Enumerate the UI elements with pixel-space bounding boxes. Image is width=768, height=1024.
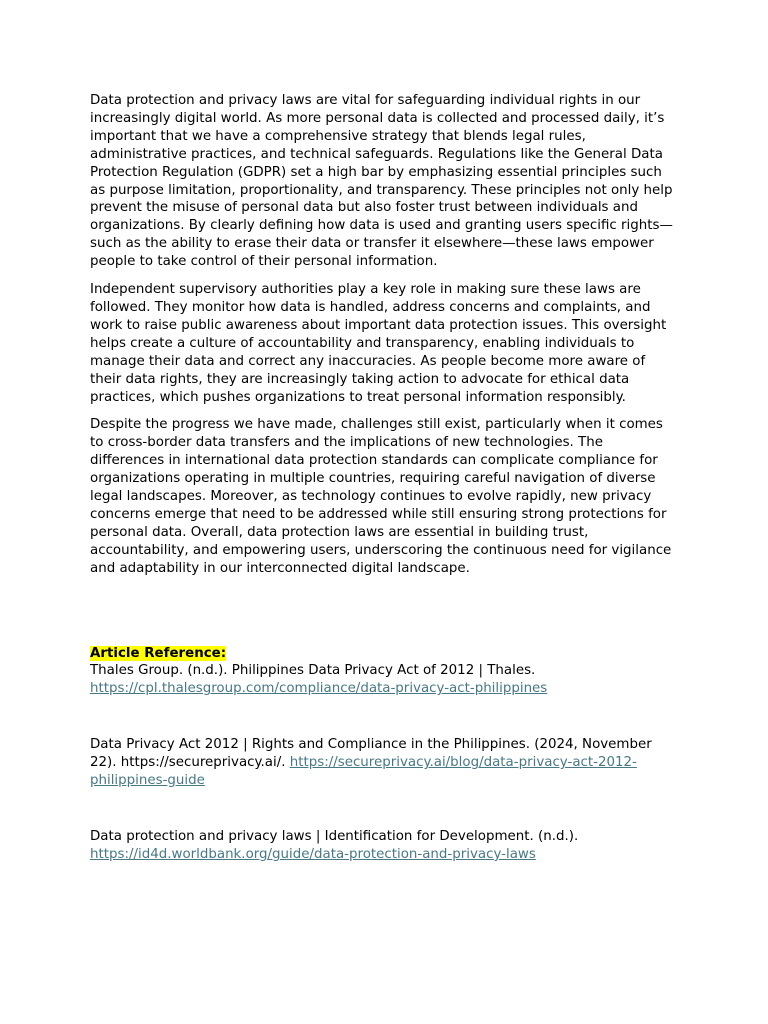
- body-paragraph-1: Data protection and privacy laws are vital for safeguarding individual rights in our increasingly digital world. As more personal data is collected and processed daily, it’s important that we have a comprehensive strategy that blends legal rules, administrative practices, and technical safeguards. Regulations like the General Data Protection Regulation (GDPR) set a high bar by emphasizing essential principles such as purpose limitation, proportionality, and transparency. These principles not only help prevent the misuse of personal data but also foster trust between individuals and organizations. By clearly defining how data is used and granting users specific rights—such as the ability to erase their data or transfer it elsewhere—these laws empower people to take control of their personal information.: [90, 93, 673, 270]
- body-paragraph-2: Independent supervisory authorities play a key role in making sure these laws are followed. They monitor how data is handled, address concerns and complaints, and work to raise public awareness about important data protection issues. This oversight helps create a culture of accountability and transparency, enabling individuals to manage their data and correct any inaccuracies. As people become more aware of their data rights, they are increasingly taking action to advocate for ethical data practices, which pushes organizations to treat personal information responsibly.: [90, 282, 667, 405]
- reference-item-3: [90, 828, 680, 864]
- reference-link-2[interactable]: https://secureprivacy.ai/blog/data-privacy-act-2012-philippines-guide: [90, 755, 637, 789]
- reference-link-3[interactable]: https://id4d.worldbank.org/guide/data-protection-and-privacy-laws: [90, 846, 536, 862]
- reference-citation-1: Thales Group. (n.d.). Philippines Data Privacy Act of 2012 | Thales.: [90, 663, 536, 679]
- reference-spacer: [90, 790, 680, 828]
- body-paragraph-3: Despite the progress we have made, challenges still exist, particularly when it comes to cross-border data transfers and the implications of new technologies. The differences in international data protection standards can complicate compliance for organizations operating in multiple countries, requiring careful navigation of diverse legal landscapes. Moreover, as technology continues to evolve rapidly, new privacy concerns emerge that need to be addressed while still ensuring strong protections for personal data. Overall, data protection laws are essential in building trust, accountability, and empowering users, underscoring the continuous need for vigilance and adaptability in our interconnected digital landscape.: [90, 417, 672, 576]
- reference-citation-3: Data protection and privacy laws | Identification for Development. (n.d.).: [90, 829, 579, 844]
- reference-link-1[interactable]: https://cpl.thalesgroup.com/compliance/data-privacy-act-philippines: [90, 681, 548, 697]
- reference-citation-2: Data Privacy Act 2012 | Rights and Compliance in the Philippines. (2024, November 22). https://secureprivacy.ai/.: [90, 737, 652, 771]
- reference-item-1: [90, 662, 680, 698]
- reference-heading: [90, 645, 680, 663]
- reference-spacer: [90, 698, 680, 736]
- section-spacer: [90, 588, 680, 645]
- reference-heading-highlight: Article Reference:: [90, 645, 227, 661]
- reference-item-2: [90, 736, 680, 790]
- document-page: [90, 92, 680, 864]
